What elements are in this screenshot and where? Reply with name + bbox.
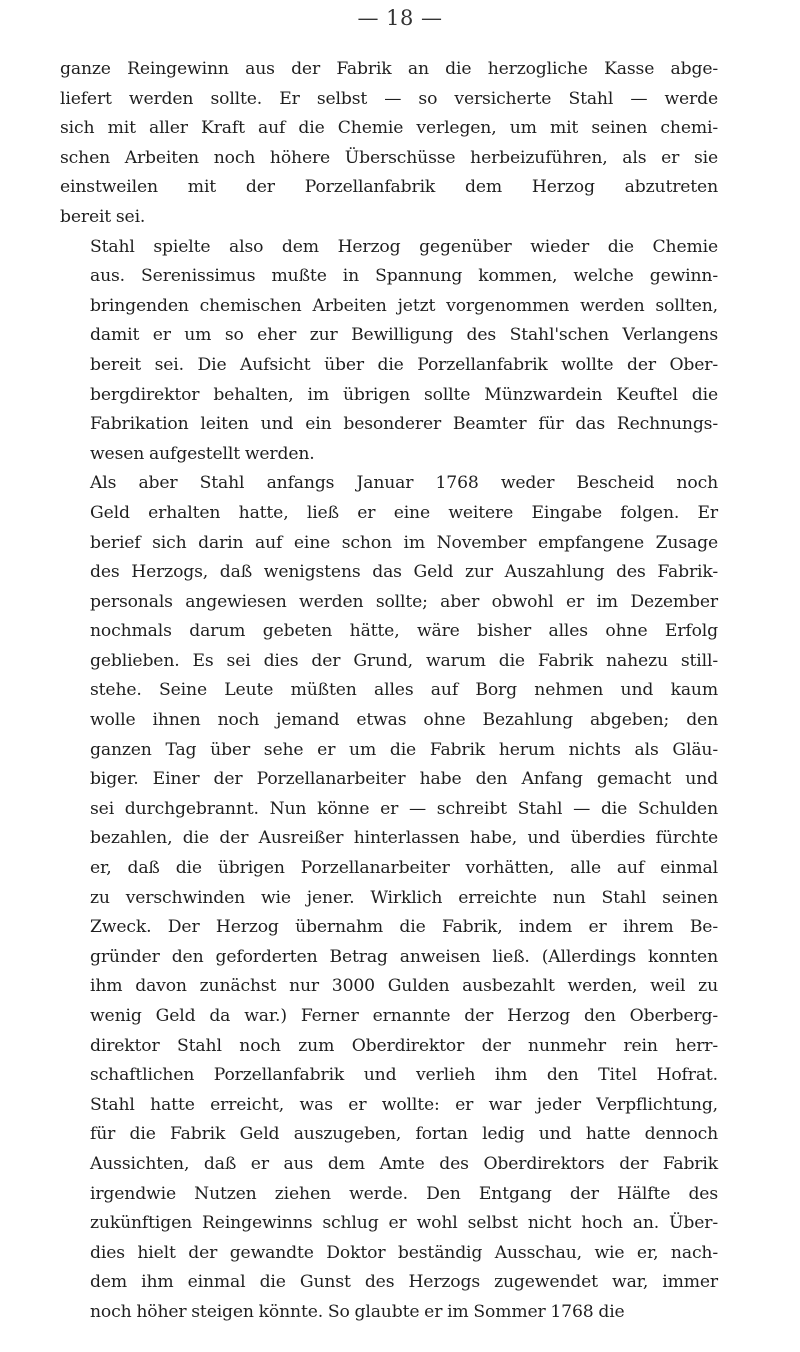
text-line: Zweck. Der Herzog übernahm die Fabrik, indem er ihrem Be- — [90, 917, 718, 938]
text-line: wolle ihnen noch jemand etwas ohne Bezahlung abgeben; den — [90, 710, 718, 731]
text-line: biger. Einer der Porzellanarbeiter habe den Anfang gemacht und — [90, 769, 718, 790]
text-line: Stahl hatte erreicht, was er wollte: er war jeder Verpflichtung, — [90, 1094, 718, 1115]
text-line: zu verschwinden wie jener. Wirklich erreichte nun Stahl seinen — [90, 887, 718, 908]
text-line: ganzen Tag über sehe er um die Fabrik herum nichts als Gläu- — [90, 739, 718, 760]
text-line: nochmals darum gebeten hätte, wäre bisher alles ohne Erfolg — [90, 621, 718, 642]
text-line: bezahlen, die der Ausreißer hinterlassen habe, und überdies fürchte — [90, 828, 718, 849]
text-line: bergdirektor behalten, im übrigen sollte Münzwardein Keuftel die — [90, 384, 718, 405]
text-line: direktor Stahl noch zum Oberdirektor der nunmehr rein herr- — [90, 1035, 718, 1056]
text-line: irgendwie Nutzen ziehen werde. Den Entgang der Hälfte des — [90, 1183, 718, 1204]
text-line: schaftlichen Porzellanfabrik und verlieh ihm den Titel Hofrat. — [90, 1065, 718, 1086]
paragraph-3 — [60, 469, 718, 1327]
text-line: bereit sei. Die Aufsicht über die Porzellanfabrik wollte der Ober- — [90, 354, 718, 375]
text-line: schen Arbeiten noch höhere Überschüsse herbeizuführen, als er sie — [60, 147, 718, 168]
text-line: Aussichten, daß er aus dem Amte des Oberdirektors der Fabrik — [90, 1153, 718, 1174]
text-line: zukünftigen Reingewinns schlug er wohl selbst nicht hoch an. Über- — [90, 1213, 718, 1234]
text-line: des Herzogs, daß wenigstens das Geld zur Auszahlung des Fabrik- — [90, 562, 718, 583]
paragraph-2 — [60, 233, 718, 470]
text-line: Als aber Stahl anfangs Januar 1768 weder Bescheid noch — [90, 473, 718, 494]
text-line: Geld erhalten hatte, ließ er eine weitere Eingabe folgen. Er — [90, 502, 718, 523]
text-line: bringenden chemischen Arbeiten jetzt vorgenommen werden sollten, — [90, 295, 718, 316]
text-line: wenig Geld da war.) Ferner ernannte der Herzog den Oberberg- — [90, 1006, 718, 1026]
text-line: geblieben. Es sei dies der Grund, warum die Fabrik nahezu still- — [90, 650, 718, 671]
text-line: stehe. Seine Leute müßten alles auf Borg nehmen und kaum — [90, 680, 718, 701]
text-line: Stahl spielte also dem Herzog gegenüber wieder die Chemie — [90, 236, 718, 257]
text-line: bereit sei. — [60, 206, 146, 227]
text-line: er, daß die übrigen Porzellanarbeiter vorhätten, alle auf einmal — [90, 858, 718, 879]
paragraph-1 — [60, 55, 718, 233]
text-line: dem ihm einmal die Gunst des Herzogs zugewendet war, immer — [90, 1272, 718, 1293]
text-line: sich mit aller Kraft auf die Chemie verlegen, um mit seinen chemi- — [60, 118, 718, 139]
text-line: einstweilen mit der Porzellanfabrik dem Herzog abzutreten — [60, 177, 718, 198]
text-line: damit er um so eher zur Bewilligung des Stahl'schen Verlangens — [90, 325, 718, 346]
text-line: noch höher steigen könnte. So glaubte er im Sommer 1768 die — [90, 1301, 625, 1322]
text-line: berief sich darin auf eine schon im November empfangene Zusage — [90, 532, 718, 553]
text-line: für die Fabrik Geld auszugeben, fortan ledig und hatte dennoch — [90, 1124, 718, 1145]
text-line: personals angewiesen werden sollte; aber obwohl er im Dezember — [90, 591, 718, 612]
body-text — [60, 55, 718, 1328]
page-number: — 18 — — [357, 6, 443, 30]
text-line: Fabrikation leiten und ein besonderer Beamter für das Rechnungs- — [90, 414, 718, 435]
text-line: liefert werden sollte. Er selbst — so versicherte Stahl — werde — [60, 88, 718, 109]
text-line: sei durchgebrannt. Nun könne er — schreibt Stahl — die Schulden — [90, 798, 718, 819]
text-line: wesen aufgestellt werden. — [90, 443, 315, 464]
text-line: aus. Serenissimus mußte in Spannung kommen, welche gewinn- — [90, 266, 718, 287]
text-line: ihm davon zunächst nur 3000 Gulden ausbezahlt werden, weil zu — [90, 976, 718, 997]
text-line: ganze Reingewinn aus der Fabrik an die herzogliche Kasse abge- — [60, 59, 718, 79]
text-line: dies hielt der gewandte Doktor beständig Ausschau, wie er, nach- — [90, 1242, 718, 1263]
text-line: gründer den geforderten Betrag anweisen ließ. (Allerdings konnten — [90, 946, 718, 967]
